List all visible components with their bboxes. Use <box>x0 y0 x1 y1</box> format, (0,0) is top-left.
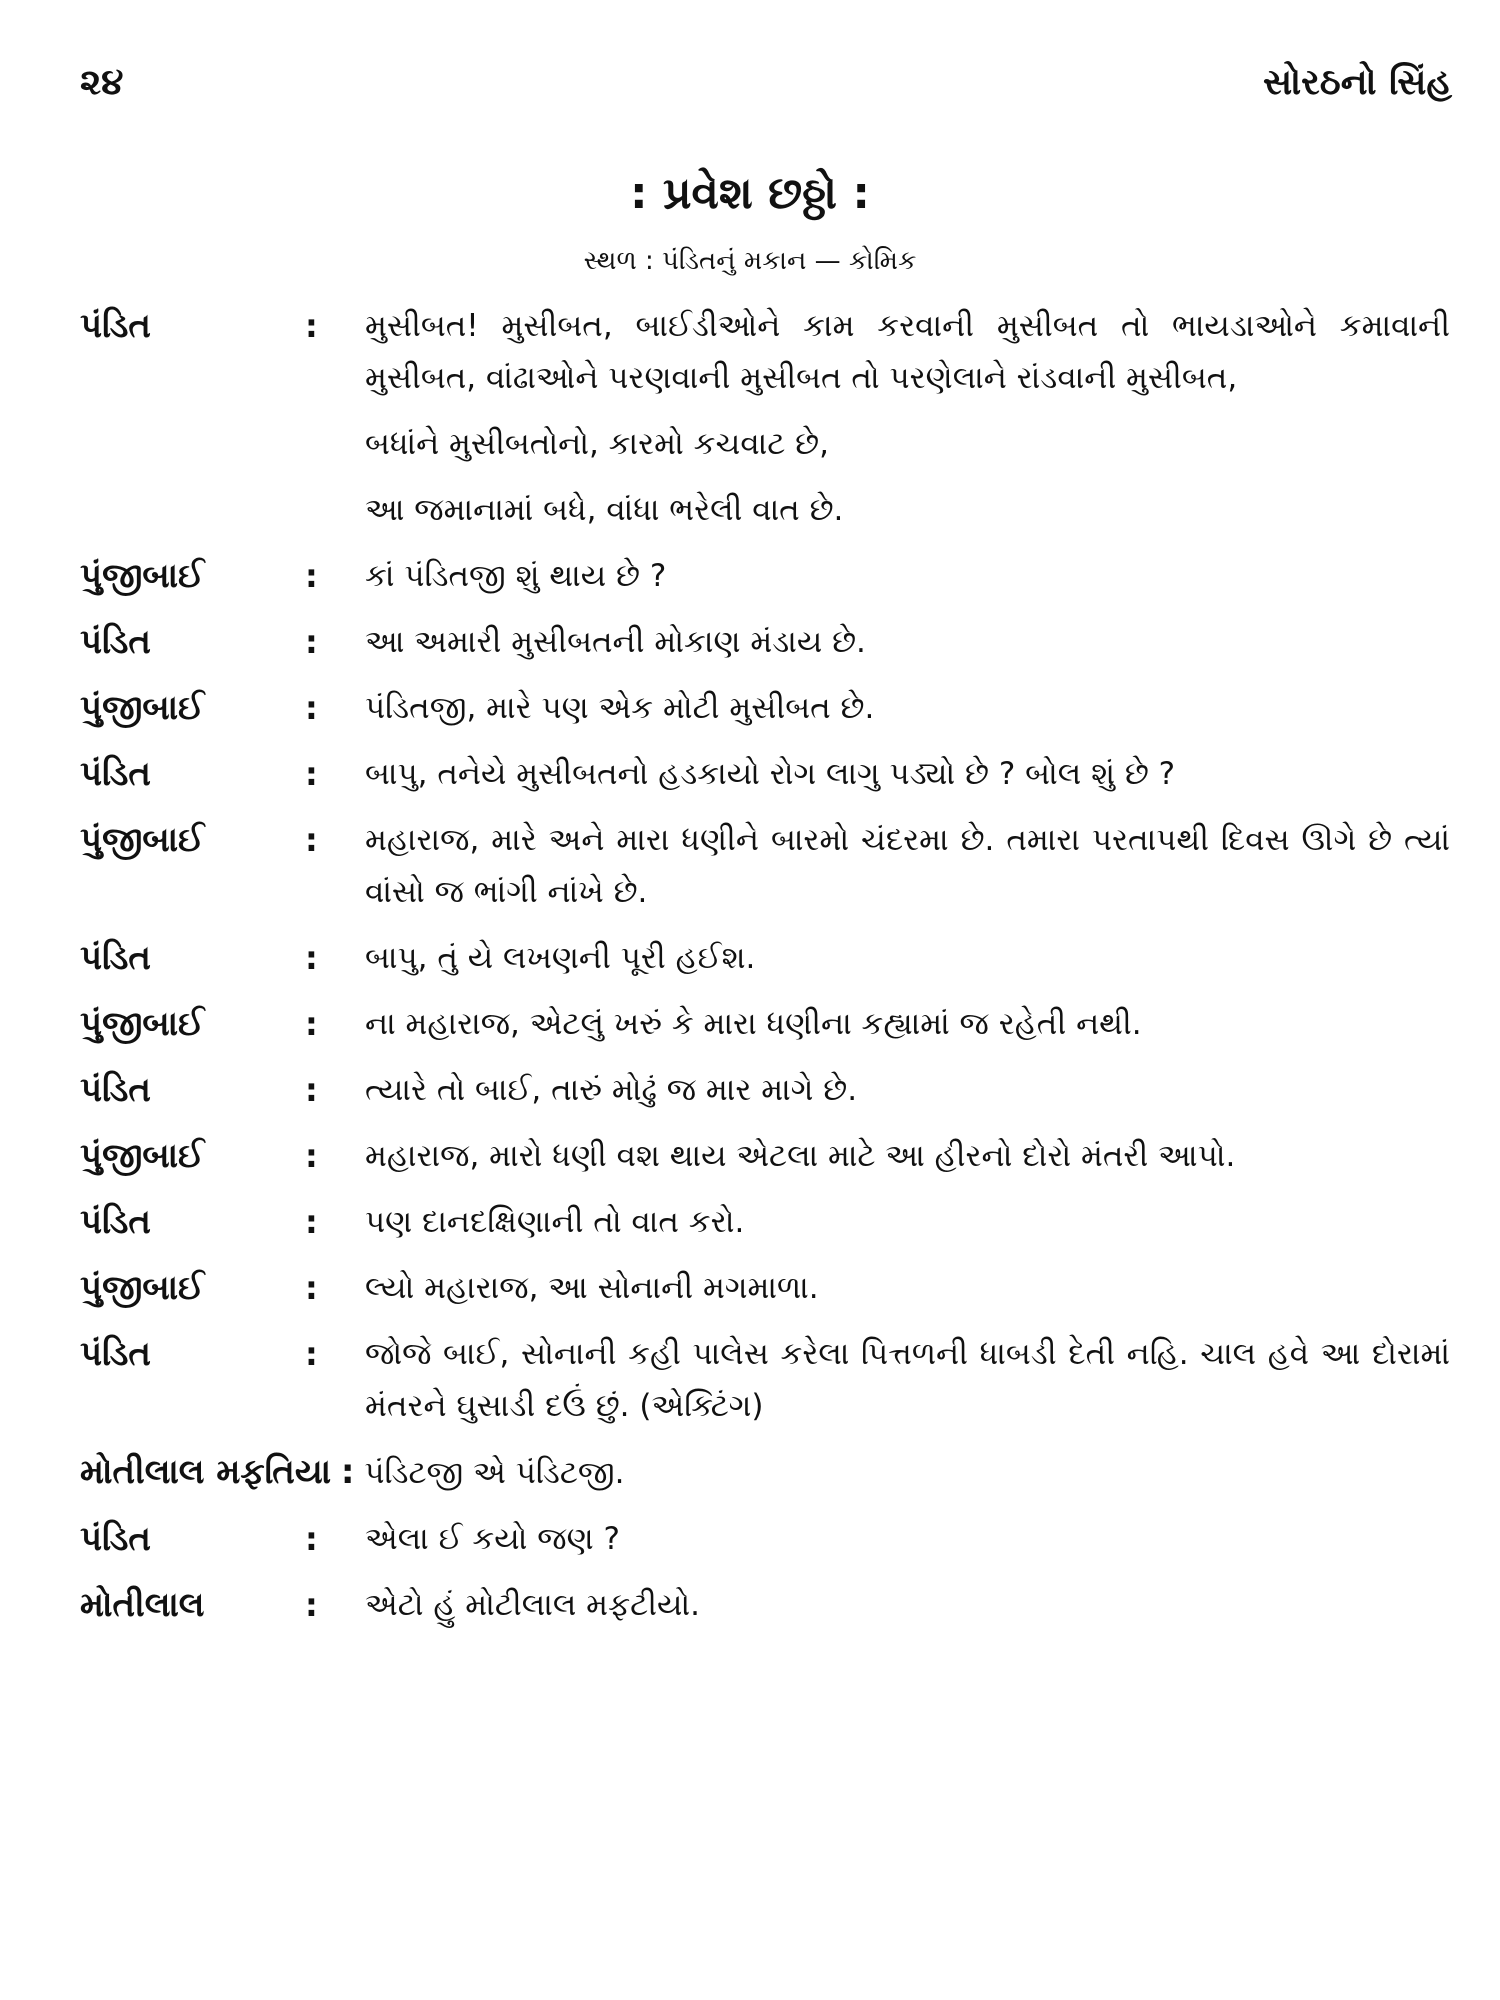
dialogue-entry <box>80 998 1450 1050</box>
speaker-colon: : <box>305 689 318 727</box>
dialogue-entry <box>80 748 1450 800</box>
speech-text: પંડિતજી, મારે પણ એક મોટી મુસીબત છે. <box>365 690 875 726</box>
dialogue-entry <box>80 1130 1450 1182</box>
dialogue-entry <box>80 1579 1450 1631</box>
dialogue-entry <box>80 550 1450 602</box>
dialogue-block <box>80 300 1450 1645</box>
scene-place: સ્થળ : પંડિતનું મકાન — કોમિક <box>583 246 917 276</box>
dialogue-entry-inline <box>80 1446 1450 1499</box>
dialogue-entry <box>80 1328 1450 1432</box>
speech-text: લ્યો મહારાજ, આ સોનાની મગમાળા. <box>365 1270 819 1306</box>
speaker-name: પંડિત <box>80 1202 151 1242</box>
speaker-colon: : <box>305 1335 318 1373</box>
speaker-name: મોતીલાલ <box>80 1585 205 1625</box>
dialogue-entry <box>80 300 1450 536</box>
dialogue-entry <box>80 932 1450 984</box>
speech-text: બાપુ, તું યે લખણની પૂરી હઈશ. <box>365 940 756 976</box>
inline-line <box>80 1446 625 1499</box>
speaker-colon: : <box>305 1137 318 1175</box>
speaker-name: પંડિત <box>80 754 151 794</box>
speech-text: મહારાજ, મારો ધણી વશ થાય એટલા માટે આ હીરનો દોરો મંતરી આપો. <box>365 1138 1236 1174</box>
speech-text <box>365 300 1450 536</box>
speech-text: મહારાજ, મારે અને મારા ધણીને બારમો ચંદરમા છે. તમારા પરતાપથી દિવસ ઊગે છે ત્યાં વાંસો જ ભાંગી નાંખે છે. <box>365 822 1450 910</box>
speaker-name: મોતીલાલ મફતિયા <box>80 1452 332 1492</box>
speaker-colon: : <box>305 1269 318 1307</box>
speaker-name: પુંજીબાઈ <box>80 688 205 728</box>
speaker-colon: : <box>305 821 318 859</box>
speech-text: એટો હું મોટીલાલ મફટીયો. <box>365 1587 701 1623</box>
speech-text: ના મહારાજ, એટલું ખરું કે મારા ધણીના કહ્યામાં જ રહેતી નથી. <box>365 1006 1142 1042</box>
speaker-colon: : <box>305 623 318 661</box>
speaker-colon: : <box>340 1452 355 1492</box>
speech-text: આ અમારી મુસીબતની મોકાણ મંડાય છે. <box>365 624 866 660</box>
verse-line: આ જમાનામાં બધે, વાંધા ભરેલી વાત છે. <box>365 492 844 528</box>
speaker-colon: : <box>305 557 318 595</box>
dialogue-entry <box>80 1262 1450 1314</box>
speaker-colon: : <box>305 939 318 977</box>
page-number: ૨૪ <box>80 62 124 103</box>
speech-text: પણ દાનદક્ષિણાની તો વાત કરો. <box>365 1204 745 1240</box>
speaker-name: પુંજીબાઈ <box>80 1268 205 1308</box>
speech-text: એલા ઈ કયો જણ ? <box>365 1521 620 1557</box>
speaker-name: પંડિત <box>80 306 151 346</box>
speaker-name: પુંજીબાઈ <box>80 556 205 596</box>
speech-prose: મુસીબત! મુસીબત, બાઈડીઓને કામ કરવાની મુસીબત તો ભાયડાઓને કમાવાની મુસીબત, વાંઢાઓને પરણવાની મુસીબત તો પરણેલાને રાંડવાની મુસીબત, <box>365 308 1450 396</box>
speaker-name: પંડિત <box>80 622 151 662</box>
dialogue-entry <box>80 1064 1450 1116</box>
scene-heading: : પ્રવેશ છઠ્ઠો : <box>630 168 870 219</box>
speaker-colon: : <box>305 1586 318 1624</box>
speaker-name: પંડિત <box>80 1070 151 1110</box>
dialogue-entry <box>80 682 1450 734</box>
dialogue-entry <box>80 1196 1450 1248</box>
verse-line: બધાંને મુસીબતોનો, કારમો કચવાટ છે, <box>365 426 829 462</box>
speaker-colon: : <box>305 307 318 345</box>
speech-text: કાં પંડિતજી શું થાય છે ? <box>365 558 667 594</box>
speaker-name: પંડિત <box>80 938 151 978</box>
running-title: સોરઠનો સિંહ <box>1263 62 1452 103</box>
speaker-name: પુંજીબાઈ <box>80 1136 205 1176</box>
speech-text: પંડિટજી એ પંડિટજી. <box>364 1455 625 1491</box>
speaker-colon: : <box>305 1520 318 1558</box>
speech-text: ત્યારે તો બાઈ, તારું મોઢું જ માર માગે છે. <box>365 1072 858 1108</box>
speaker-colon: : <box>305 1005 318 1043</box>
speaker-colon: : <box>305 1203 318 1241</box>
dialogue-entry <box>80 1513 1450 1565</box>
speaker-name: પુંજીબાઈ <box>80 820 205 860</box>
speaker-colon: : <box>305 755 318 793</box>
speaker-name: પંડિત <box>80 1334 151 1374</box>
speech-text: બાપુ, તનેયે મુસીબતનો હડકાયો રોગ લાગુ પડ્યો છે ? બોલ શું છે ? <box>365 756 1176 792</box>
dialogue-entry <box>80 814 1450 918</box>
speech-text: જોજે બાઈ, સોનાની કહી પાલેસ કરેલા પિત્તળની ધાબડી દેતી નહિ. ચાલ હવે આ દોરામાં મંતરને ઘુસાડી દઉં છું. (એક્ટિંગ) <box>365 1336 1450 1424</box>
speaker-colon: : <box>305 1071 318 1109</box>
speaker-name: પુંજીબાઈ <box>80 1004 205 1044</box>
dialogue-entry <box>80 616 1450 668</box>
speaker-name: પંડિત <box>80 1519 151 1559</box>
